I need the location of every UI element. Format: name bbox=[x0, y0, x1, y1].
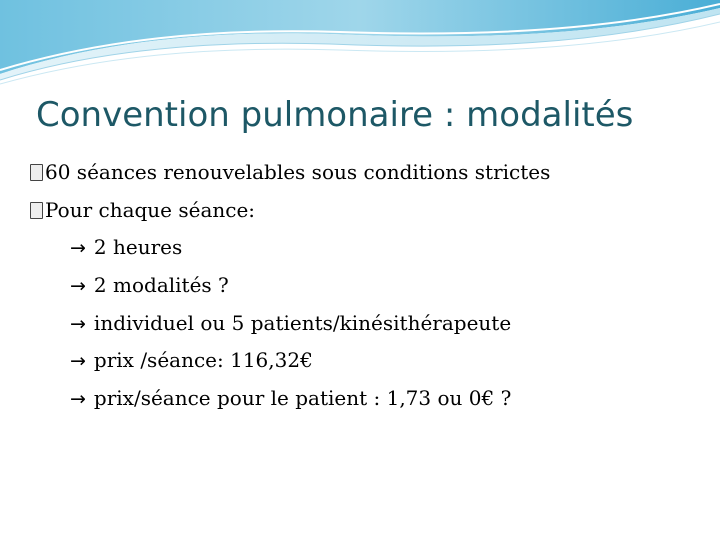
bullet-text: Pour chaque séance: bbox=[45, 197, 256, 222]
sub-item bbox=[30, 233, 700, 271]
arrow-right-icon: → bbox=[70, 312, 86, 335]
missing-glyph-icon bbox=[30, 202, 43, 219]
sub-item bbox=[30, 346, 700, 384]
sub-item bbox=[30, 384, 700, 422]
sub-item-text: individuel ou 5 patients/kinésithérapeute bbox=[93, 310, 512, 335]
sub-item-text: prix/séance pour le patient : 1,73 ou 0€ ? bbox=[93, 386, 512, 411]
bullet-item bbox=[30, 158, 700, 196]
missing-glyph-icon bbox=[30, 164, 43, 181]
header-wave-decoration bbox=[0, 0, 720, 90]
arrow-right-icon: → bbox=[70, 388, 86, 411]
arrow-right-icon: → bbox=[70, 350, 86, 373]
bullet-text: 60 séances renouvelables sous conditions strictes bbox=[45, 160, 551, 184]
sub-item bbox=[30, 309, 700, 347]
slide-title: Convention pulmonaire : modalités bbox=[36, 95, 634, 135]
slide-body bbox=[30, 158, 700, 422]
sub-item-text: 2 modalités ? bbox=[93, 273, 229, 298]
sub-item-text: 2 heures bbox=[93, 235, 183, 260]
arrow-right-icon: → bbox=[70, 275, 86, 298]
sub-item-text: prix /séance: 116,32€ bbox=[93, 348, 313, 373]
arrow-right-icon: → bbox=[70, 237, 86, 260]
bullet-item bbox=[30, 196, 700, 234]
sub-item bbox=[30, 271, 700, 309]
